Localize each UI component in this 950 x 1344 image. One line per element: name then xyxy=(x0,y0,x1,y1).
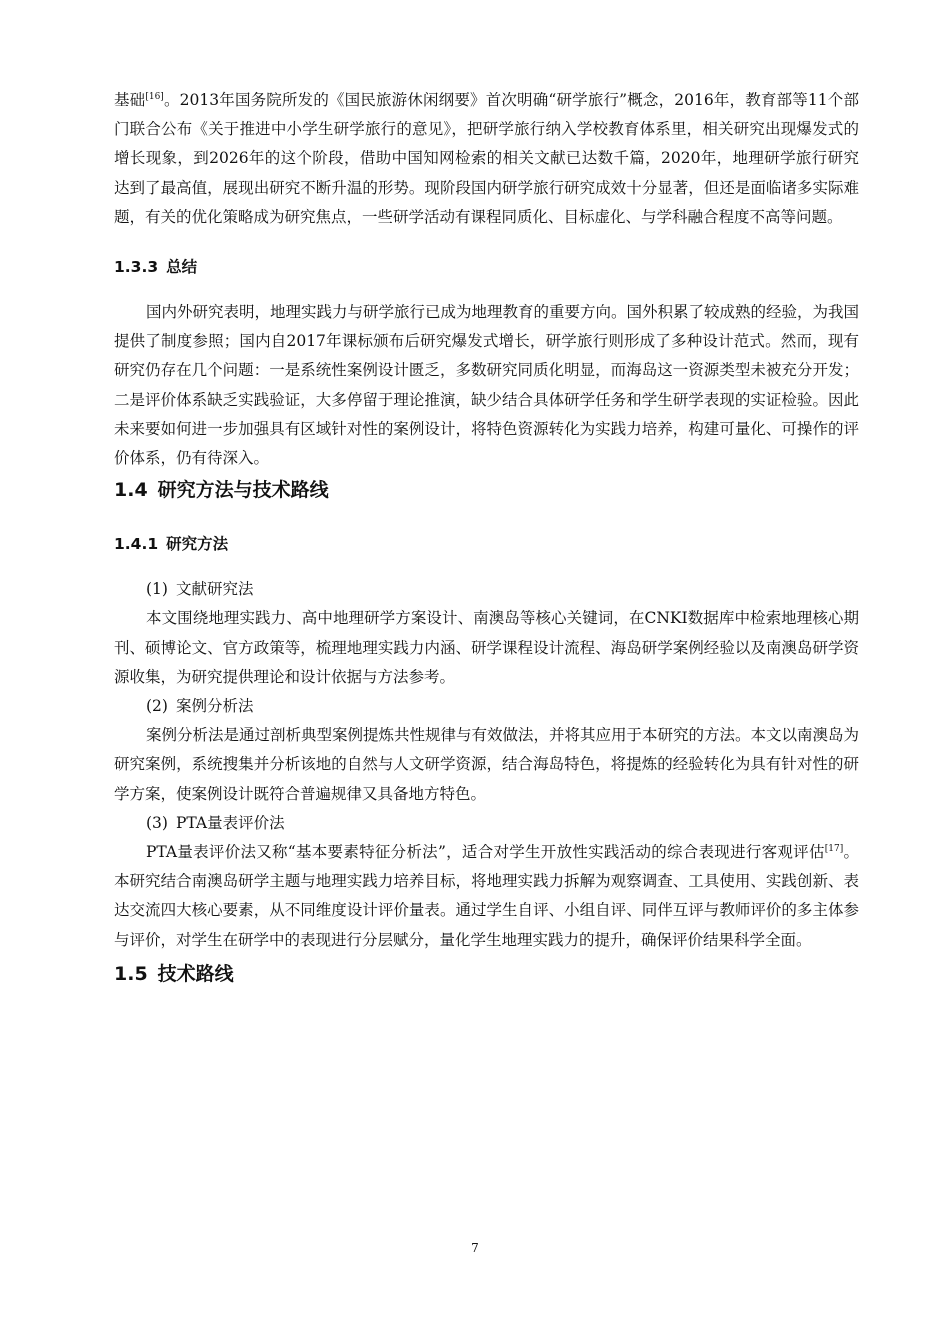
section-heading-1-3-3 xyxy=(114,254,859,280)
pta-text-start: PTA量表评价法又称“基本要素特征分析法”，适合对学生开放性实践活动的综合表现进行客观评估 xyxy=(146,843,825,862)
method-item-case xyxy=(114,692,859,721)
citation-ref: [17] xyxy=(824,844,844,855)
method-item-pta xyxy=(114,809,859,838)
method-paragraph-literature: 本文围绕地理实践力、高中地理研学方案设计、南澳岛等核心关键词，在CNKI数据库中检索地理核心期刊、硕博论文、官方政策等，梳理地理实践力内涵、研学课程设计流程、海岛研学案例经验以及南澳岛研学资源收集，为研究提供理论和设计依据与方法参考。 xyxy=(114,609,859,686)
method-paragraph-case: 案例分析法是通过剖析典型案例提炼共性规律与有效做法，并将其应用于本研究的方法。本文以南澳岛为研究案例，系统搜集并分析该地的自然与人文研学资源，结合海岛特色，将提炼的经验转化为具有针对性的研学方案，使案例设计既符合普遍规律又具备地方特色。 xyxy=(114,726,860,803)
section-number: 1.5 xyxy=(114,962,148,985)
item-number: (1) xyxy=(146,580,168,599)
section-title: 技术路线 xyxy=(157,962,234,985)
section-number: 1.4.1 xyxy=(114,535,159,554)
section-title: 总结 xyxy=(166,258,198,277)
intro-text-start: 基础 xyxy=(114,91,146,109)
method-paragraph-pta xyxy=(114,838,859,955)
item-number: (3) xyxy=(146,813,168,832)
item-label: 案例分析法 xyxy=(175,697,254,716)
summary-paragraph: 国内外研究表明，地理实践力与研学旅行已成为地理教育的重要方向。国外积累了较成熟的经验，为我国提供了制度参照；国内自2017年课标颁布后研究爆发式增长，研学旅行则形成了多种设计范式。然而，现有研究仍存在几个问题：一是系统性案例设计匮乏，多数研究同质化明显，而海岛这一资源类型未被充分开发；二是评价体系缺乏实践验证，大多停留于理论推演，缺少结合具体研学任务和学生研学表现的实证检验。因此未来要如何进一步加强具有区域针对性的案例设计，将特色资源转化为实践力培养，构建可量化、可操作的评价体系，仍有待深入。 xyxy=(114,303,860,468)
item-label: PTA量表评价法 xyxy=(175,813,285,832)
page-number: 7 xyxy=(471,1241,479,1255)
pta-text-rest: 。本研究结合南澳岛研学主题与地理实践力培养目标，将地理实践力拆解为观察调查、工具使用、实践创新、表达交流四大核心要素，从不同维度设计评价量表。通过学生自评、小组自评、同伴互评与教师评价的多主体参与评价，对学生在研学中的表现进行分层赋分，量化学生地理实践力的提升，确保评价结果科学全面。 xyxy=(114,843,859,949)
item-number: (2) xyxy=(146,697,168,716)
section-heading-1-4-1 xyxy=(114,531,859,557)
item-label: 文献研究法 xyxy=(175,580,254,599)
intro-text-rest: 。2013年国务院所发的《国民旅游休闲纲要》首次明确“研学旅行”概念，2016年，教育部等11个部门联合公布《关于推进中小学生研学旅行的意见》，把研学旅行纳入学校教育体系里，相关研究出现爆发式的增长现象，到2026年的这个阶段，借助中国知网检索的相关文献已达数千篇，2020年，地理研学旅行研究达到了最高值，展现出研究不断升温的形势。现阶段国内研学旅行研究成效十分显著，但还是面临诸多实际难题，有关的优化策略成为研究焦点，一些研学活动有课程同质化、目标虚化、与学科融合程度不高等问题。 xyxy=(114,91,859,226)
intro-paragraph xyxy=(114,86,859,232)
section-heading-1-4 xyxy=(114,475,859,505)
section-number: 1.4 xyxy=(114,479,148,502)
section-title: 研究方法与技术路线 xyxy=(157,479,329,502)
section-title: 研究方法 xyxy=(166,535,229,554)
citation-ref: [16] xyxy=(145,92,164,102)
method-item-literature xyxy=(114,575,859,604)
section-number: 1.3.3 xyxy=(114,258,159,277)
page-body xyxy=(114,86,859,989)
section-heading-1-5 xyxy=(114,959,859,989)
